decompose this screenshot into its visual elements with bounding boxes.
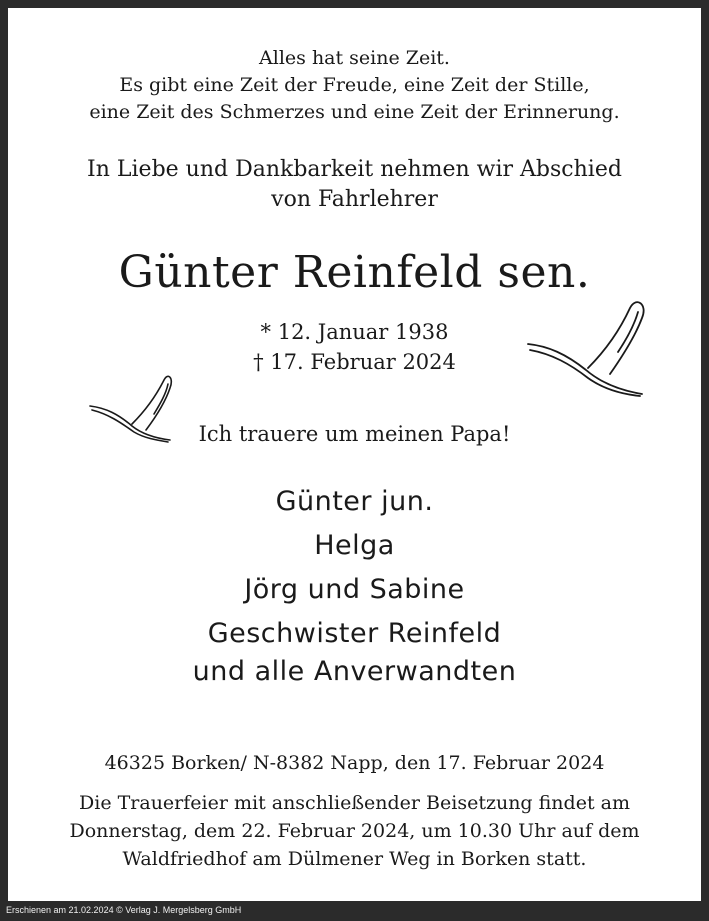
service-line-2: Donnerstag, dem 22. Februar 2024, um 10.30 Uhr auf dem: [69, 820, 640, 842]
publication-footer: Erschienen am 21.02.2024 © Verlag J. Mergelsberg GmbH: [6, 905, 242, 915]
intro-line-1: In Liebe und Dankbarkeit nehmen wir Abschied: [87, 157, 622, 182]
mourner-5: und alle Anverwandten: [192, 656, 517, 687]
deceased-name: Günter Reinfeld sen.: [118, 247, 591, 298]
obituary-notice: [8, 8, 701, 901]
death-date: † 17. Februar 2024: [253, 350, 456, 374]
mourner-4: Geschwister Reinfeld: [207, 618, 502, 649]
bird-icon: [526, 300, 656, 400]
intro-line-2: von Fahrlehrer: [271, 187, 438, 212]
service-line-3: Waldfriedhof am Dülmener Weg in Borken statt.: [122, 848, 587, 870]
verse-line-3: eine Zeit des Schmerzes und eine Zeit der Erinnerung.: [89, 101, 620, 123]
place-and-date: 46325 Borken/ N-8382 Napp, den 17. Februar 2024: [104, 752, 605, 774]
bird-icon: [88, 374, 178, 444]
verse-line-1: Alles hat seine Zeit.: [259, 47, 450, 69]
verse-line-2: Es gibt eine Zeit der Freude, eine Zeit der Stille,: [119, 74, 590, 96]
service-line-1: Die Trauerfeier mit anschließender Beisetzung findet am: [79, 792, 630, 814]
mourner-3: Jörg und Sabine: [244, 574, 465, 605]
mourner-2: Helga: [314, 530, 395, 561]
mourner-1: Günter jun.: [275, 486, 434, 517]
birth-date: * 12. Januar 1938: [260, 320, 449, 344]
personal-note: Ich trauere um meinen Papa!: [198, 422, 511, 446]
